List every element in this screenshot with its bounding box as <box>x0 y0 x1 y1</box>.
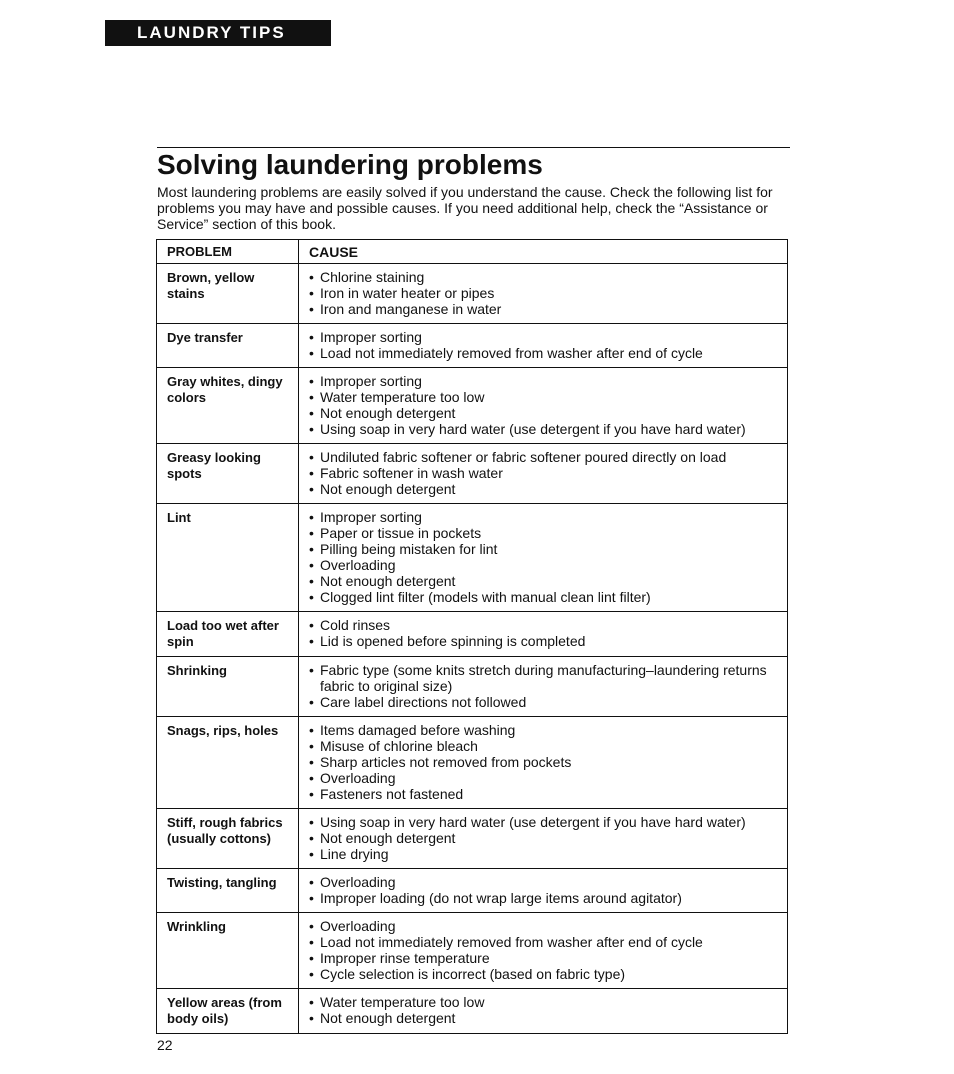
problem-cell: Lint <box>157 504 299 612</box>
cause-item: • Chlorine staining <box>309 269 777 285</box>
cause-item: • Overloading <box>309 874 777 890</box>
problems-table <box>156 239 788 1034</box>
table-row <box>157 264 788 324</box>
cause-cell <box>299 989 788 1034</box>
table-row <box>157 657 788 717</box>
table-row <box>157 869 788 913</box>
cause-item: • Misuse of chlorine bleach <box>309 738 777 754</box>
page-number: 22 <box>157 1037 173 1053</box>
table-row <box>157 444 788 504</box>
cause-cell <box>299 809 788 869</box>
cause-item: • Not enough detergent <box>309 405 777 421</box>
cause-list <box>309 373 777 437</box>
cause-cell <box>299 869 788 913</box>
cause-column-header: CAUSE <box>299 240 788 264</box>
cause-list <box>309 662 777 710</box>
cause-item: • Clogged lint filter (models with manual clean lint filter) <box>309 589 777 605</box>
cause-item: • Care label directions not followed <box>309 694 777 710</box>
cause-list <box>309 722 777 802</box>
cause-item: • Line drying <box>309 846 777 862</box>
cause-item: • Improper sorting <box>309 509 777 525</box>
problem-cell: Wrinkling <box>157 913 299 989</box>
problem-cell: Twisting, tangling <box>157 869 299 913</box>
cause-item: • Not enough detergent <box>309 573 777 589</box>
cause-list <box>309 617 777 649</box>
cause-list <box>309 509 777 605</box>
cause-item: • Water temperature too low <box>309 994 777 1010</box>
cause-item: • Not enough detergent <box>309 830 777 846</box>
cause-list <box>309 994 777 1026</box>
table-row <box>157 913 788 989</box>
table-row <box>157 717 788 809</box>
cause-list <box>309 918 777 982</box>
cause-item: • Using soap in very hard water (use detergent if you have hard water) <box>309 814 777 830</box>
problem-cell: Stiff, rough fabrics (usually cottons) <box>157 809 299 869</box>
cause-item: • Fasteners not fastened <box>309 786 777 802</box>
cause-item: • Not enough detergent <box>309 481 777 497</box>
cause-item: • Improper loading (do not wrap large items around agitator) <box>309 890 777 906</box>
cause-cell <box>299 612 788 657</box>
table-row <box>157 809 788 869</box>
problem-cell: Dye transfer <box>157 324 299 368</box>
cause-item: • Overloading <box>309 770 777 786</box>
cause-item: • Cold rinses <box>309 617 777 633</box>
cause-item: • Paper or tissue in pockets <box>309 525 777 541</box>
table-row <box>157 989 788 1034</box>
cause-item: • Undiluted fabric softener or fabric softener poured directly on load <box>309 449 777 465</box>
problems-table-body <box>157 264 788 1034</box>
problem-cell: Gray whites, dingy colors <box>157 368 299 444</box>
table-row <box>157 504 788 612</box>
cause-item: • Iron and manganese in water <box>309 301 777 317</box>
cause-item: • Not enough detergent <box>309 1010 777 1026</box>
cause-cell <box>299 717 788 809</box>
cause-item: • Improper sorting <box>309 329 777 345</box>
table-row <box>157 368 788 444</box>
cause-item: • Overloading <box>309 918 777 934</box>
cause-cell <box>299 444 788 504</box>
cause-list <box>309 814 777 862</box>
cause-item: • Water temperature too low <box>309 389 777 405</box>
cause-item: • Using soap in very hard water (use detergent if you have hard water) <box>309 421 777 437</box>
cause-item: • Items damaged before washing <box>309 722 777 738</box>
cause-item: • Cycle selection is incorrect (based on fabric type) <box>309 966 777 982</box>
table-header-row <box>157 240 788 264</box>
problem-column-header: PROBLEM <box>157 240 299 264</box>
cause-item: • Lid is opened before spinning is completed <box>309 633 777 649</box>
cause-item: • Improper rinse temperature <box>309 950 777 966</box>
cause-item: • Iron in water heater or pipes <box>309 285 777 301</box>
problem-cell: Yellow areas (from body oils) <box>157 989 299 1034</box>
problem-cell: Brown, yellow stains <box>157 264 299 324</box>
cause-cell <box>299 657 788 717</box>
table-row <box>157 612 788 657</box>
problem-cell: Shrinking <box>157 657 299 717</box>
cause-item: • Load not immediately removed from washer after end of cycle <box>309 345 777 361</box>
problem-cell: Greasy looking spots <box>157 444 299 504</box>
intro-paragraph: Most laundering problems are easily solved if you understand the cause. Check the following list for problems you may have and possible causes. If you need additional help, check the “Assistance or Service” section of this book. <box>157 184 773 232</box>
table-row <box>157 324 788 368</box>
cause-list <box>309 874 777 906</box>
cause-cell <box>299 368 788 444</box>
cause-item: • Fabric type (some knits stretch during manufacturing–laundering returns fabric to original size) <box>309 662 777 694</box>
cause-item: • Sharp articles not removed from pockets <box>309 754 777 770</box>
cause-item: • Pilling being mistaken for lint <box>309 541 777 557</box>
page-title: Solving laundering problems <box>157 149 543 180</box>
section-banner: LAUNDRY TIPS <box>105 20 331 46</box>
cause-cell <box>299 504 788 612</box>
cause-item: • Overloading <box>309 557 777 573</box>
cause-item: • Fabric softener in wash water <box>309 465 777 481</box>
problem-cell: Snags, rips, holes <box>157 717 299 809</box>
cause-cell <box>299 324 788 368</box>
cause-list <box>309 329 777 361</box>
cause-item: • Load not immediately removed from washer after end of cycle <box>309 934 777 950</box>
cause-item: • Improper sorting <box>309 373 777 389</box>
cause-cell <box>299 913 788 989</box>
cause-cell <box>299 264 788 324</box>
cause-list <box>309 449 777 497</box>
cause-list <box>309 269 777 317</box>
problem-cell: Load too wet after spin <box>157 612 299 657</box>
